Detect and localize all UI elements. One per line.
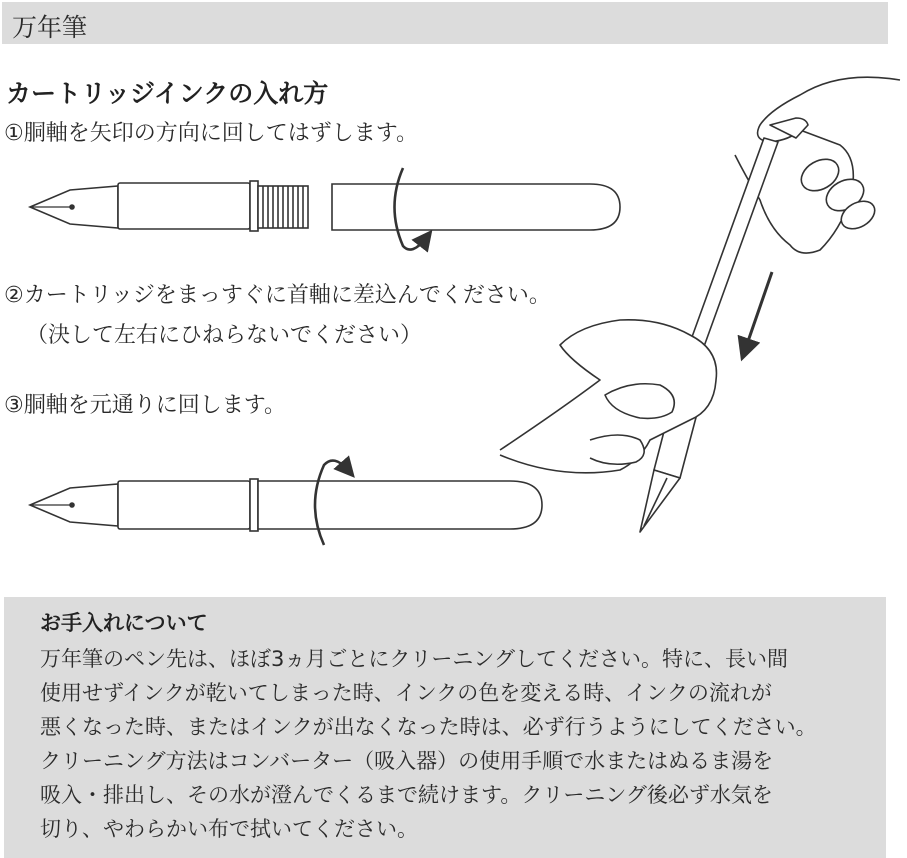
care-instructions-box <box>4 597 886 858</box>
step-1-text: ①胴軸を矢印の方向に回してはずします。 <box>4 121 418 146</box>
pen-disassembled-illustration <box>30 168 620 250</box>
care-text-line: クリーニング方法はコンバーター（吸入器）の使用手順で水またはぬるま湯を <box>40 749 774 773</box>
section-title: カートリッジインクの入れ方 <box>6 79 329 108</box>
down-arrow-icon <box>745 272 772 350</box>
care-text-line: 吸入・排出し、その水が澄んでくるまで続けます。クリーニング後必ず水気を <box>40 783 773 807</box>
cartridge <box>688 138 778 352</box>
step-2-text: ②カートリッジをまっすぐに首軸に差込んでください。 <box>4 283 551 308</box>
pen-assembled-illustration <box>30 461 542 545</box>
barrel-body <box>258 481 542 529</box>
hands-inserting-cartridge-illustration <box>500 77 900 532</box>
care-title: お手入れについて <box>40 611 208 635</box>
care-text-line: 万年筆のペン先は、ほぼ3ヵ月ごとにクリーニングしてください。特に、長い間 <box>40 647 788 671</box>
page-title: 万年筆 <box>12 13 88 42</box>
care-text-line: 使用せずインクが乾いてしまった時、インクの色を変える時、インクの流れが <box>40 681 772 705</box>
grip-section <box>118 183 250 229</box>
step-2-note: （決して左右にひねらないでください） <box>26 323 423 348</box>
care-text-line: 悪くなった時、またはインクが出なくなった時は、必ず行うようにしてください。 <box>40 715 817 739</box>
thread-section <box>258 186 308 228</box>
step-3-text: ③胴軸を元通りに回します。 <box>4 393 286 418</box>
care-text-line: 切り、やわらかい布で拭いてください。 <box>40 817 418 841</box>
barrel-body <box>332 184 620 230</box>
